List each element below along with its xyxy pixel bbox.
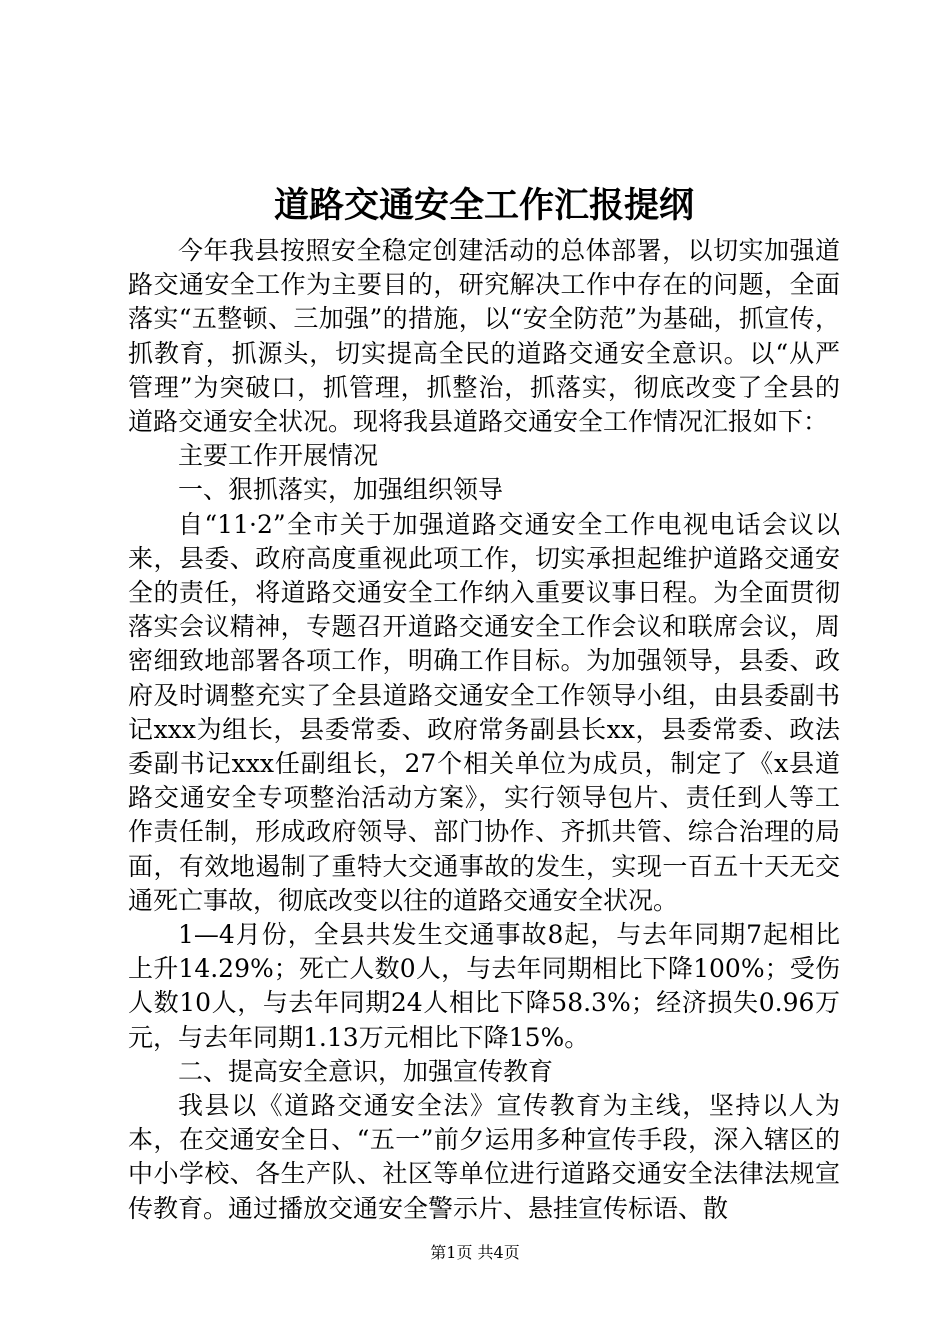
section-heading-1: 一、狠抓落实，加强组织领导	[178, 475, 504, 505]
paragraph-section-1: 自“11·2”全市关于加强道路交通安全工作电视电话会议以来，县委、政府高度重视此项工作，切实承担起维护道路交通安全的责任，将道路交通安全工作纳入重要议事日程。为全面贯彻落实会议精神，专题召开道路交通安全工作会议和联席会议，周密细致地部署各项工作，明确工作目标。为加强领导，县委、政府及时调整充实了全县道路交通安全工作领导小组，由县委副书记xxx为组长，县委常委、政府常务副县长xx，县委常委、政法委副书记xxx任副组长，27个相关单位为成员，制定了《x县道路交通安全专项整治活动方案》，实行领导包片、责任到人等工作责任制，形成政府领导、部门协作、齐抓共管、综合治理的局面，有效地遏制了重特大交通事故的发生，实现一百五十天无交通死亡事故，彻底改变以往的道路交通安全状况。	[128, 509, 840, 915]
document-title: 道路交通安全工作汇报提纲	[273, 185, 694, 226]
paragraph-statistics: 1—4月份，全县共发生交通事故8起，与去年同期7起相比上升14.29%；死亡人数0人，与去年同期相比下降100%；受伤人数10人，与去年同期24人相比下降58.3%；经济损失0.96万元，与去年同期1.13万元相比下降15%。	[128, 920, 840, 1052]
paragraph-intro: 今年我县按照安全稳定创建活动的总体部署，以切实加强道路交通安全工作为主要目的，研究解决工作中存在的问题，全面落实“五整顿、三加强”的措施，以“安全防范”为基础，抓宣传，抓教育，抓源头，切实提高全民的道路交通安全意识。以“从严管理”为突破口，抓管理，抓整治，抓落实，彻底改变了全县的道路交通安全状况。现将我县道路交通安全工作情况汇报如下：	[128, 236, 840, 437]
section-heading-main-work: 主要工作开展情况	[178, 441, 379, 471]
document-page	[128, 180, 840, 1226]
section-heading-2: 二、提高安全意识，加强宣传教育	[178, 1056, 554, 1086]
paragraph-section-2: 我县以《道路交通安全法》宣传教育为主线，坚持以人为本，在交通安全日、“五一”前夕运用多种宣传手段，深入辖区的中小学校、各生产队、社区等单位进行道路交通安全法律法规宣传教育。通过播放交通安全警示片、悬挂宣传标语、散	[128, 1091, 840, 1223]
page-footer: 第1页 共4页	[430, 1243, 520, 1262]
